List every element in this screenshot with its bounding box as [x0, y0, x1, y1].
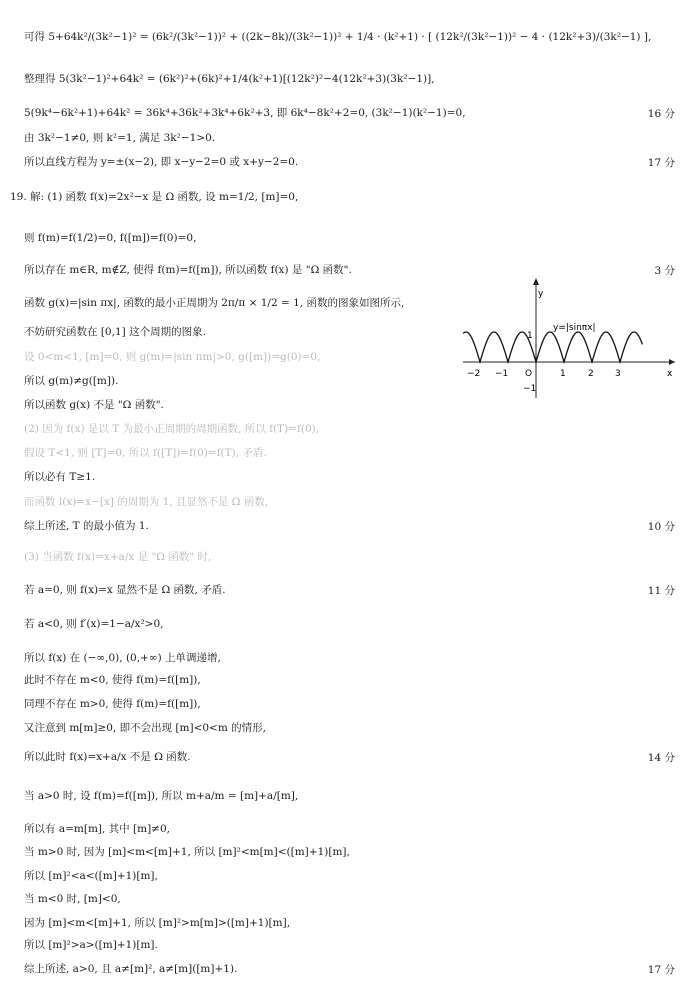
line-16: 所以必有 T≥1.: [24, 471, 96, 483]
line-9: 函数 g(x)=|sin πx|, 函数的最小正周期为 2π/π × 1/2 = 1, 函数的图象如图所示,: [24, 297, 405, 309]
line-2: 整理得 5(3k²−1)²+64k² = (6k²)²+(6k)²+1/4(k²+1)[(12k²)²−4(12k²+3)(3k²−1)],: [24, 73, 435, 85]
tick-2: 2: [588, 369, 594, 379]
line-28: 所以有 a=m[m], 其中 [m]≠0,: [24, 823, 170, 835]
score-3: 3 分: [654, 265, 675, 277]
line-30: 所以 [m]²<a<([m]+1)[m],: [24, 870, 158, 882]
line-13: 所以函数 g(x) 不是 "Ω 函数".: [24, 399, 164, 411]
line-12: 所以 g(m)≠g([m]).: [24, 375, 119, 387]
line-17: 而函数 l(x)=x−[x] 的周期为 1, 且显然不是 Ω 函数,: [24, 496, 269, 508]
line-7: 则 f(m)=f(1/2)=0, f([m])=f(0)=0,: [24, 232, 197, 244]
line-8: 所以存在 m∈R, m∉Z, 使得 f(m)=f([m]), 所以函数 f(x) 是 "Ω 函数".: [24, 264, 352, 276]
score-11: 11 分: [647, 585, 675, 597]
line-27: 当 a>0 时, 设 f(m)=f([m]), 所以 m+a/m = [m]+a/[m],: [24, 790, 299, 802]
line-14: (2) 因为 f(x) 是以 T 为最小正周期的周期函数, 所以 f(T)=f(0),: [24, 423, 320, 435]
line-19: (3) 当函数 f(x)=x+a/x 是 "Ω 函数" 时,: [24, 551, 212, 563]
line-25: 又注意到 m[m]≥0, 即不会出现 [m]<0<m 的情形,: [24, 722, 266, 734]
q19-heading: 19. 解: (1) 函数 f(x)=2x²−x 是 Ω 函数, 设 m=1/2, [m]=0,: [10, 191, 299, 203]
axis-label-y: y: [538, 289, 544, 299]
line-23: 此时不存在 m<0, 使得 f(m)=f([m]),: [24, 674, 201, 686]
axis-label-x: x: [667, 369, 673, 379]
line-21: 若 a<0, 则 f′(x)=1−a/x²>0,: [24, 618, 164, 630]
y-axis-arrow: [533, 278, 539, 285]
line-5: 所以直线方程为 y=±(x−2), 即 x−y−2=0 或 x+y−2=0.: [24, 156, 299, 168]
tick-origin: O: [525, 369, 533, 379]
line-22: 所以 f(x) 在 (−∞,0), (0,+∞) 上单调递增,: [24, 652, 221, 664]
tick-neg2: −2: [467, 369, 481, 379]
line-4: 由 3k²−1≠0, 则 k²=1, 满足 3k²−1>0.: [24, 132, 216, 144]
line-15: 假设 T<1, 则 [T]=0, 所以 f([T])=f(0)=f(T), 矛盾.: [24, 447, 267, 459]
score-16: 16 分: [647, 108, 675, 120]
tick-y1: 1: [527, 331, 533, 341]
line-24: 同理不存在 m>0, 使得 f(m)=f([m]),: [24, 698, 201, 710]
line-18: 综上所述, T 的最小值为 1.: [24, 520, 149, 532]
line-33: 所以 [m]²>a>([m]+1)[m].: [24, 939, 158, 951]
line-3: 5(9k⁴−6k²+1)+64k² = 36k⁴+36k²+3k⁴+6k²+3, 即 6k⁴−8k²+2=0, (3k²−1)(k²−1)=0,: [24, 107, 466, 119]
line-1: 可得 5+64k²/(3k²−1)² = (6k²/(3k²−1))² + ((2k−8k)/(3k²−1))² + 1/4 · (k²+1) · [ (12k²/(3k²−1))² − 4 · (12k²+3)/(3k²−1) ],: [24, 31, 652, 43]
tick-3: 3: [615, 369, 621, 379]
tick-yneg1: −1: [523, 384, 537, 394]
x-axis-arrow: [669, 359, 675, 365]
line-32: 因为 [m]<m<[m]+1, 所以 [m]²>m[m]>([m]+1)[m],: [24, 917, 291, 929]
score-17: 17 分: [647, 157, 675, 169]
line-20: 若 a=0, 则 f(x)=x 显然不是 Ω 函数, 矛盾.: [24, 584, 226, 596]
tick-neg1: −1: [495, 369, 509, 379]
curve-label: y=|sinπx|: [553, 323, 596, 333]
curve: [463, 332, 642, 362]
sine-abs-graph: [455, 270, 680, 410]
line-10: 不妨研究函数在 [0,1] 这个周期的图象.: [24, 326, 206, 338]
score-14: 14 分: [647, 752, 675, 764]
line-26: 所以此时 f(x)=x+a/x 不是 Ω 函数.: [24, 751, 191, 763]
line-29: 当 m>0 时, 因为 [m]<m<[m]+1, 所以 [m]²<m[m]<([m]+1)[m],: [24, 846, 350, 858]
tick-1: 1: [560, 369, 566, 379]
line-11: 设 0<m<1, [m]=0, 则 g(m)=|sin πm|>0, g([m])=g(0)=0,: [24, 351, 321, 363]
score-10: 10 分: [647, 521, 675, 533]
line-34: 综上所述, a>0, 且 a≠[m]², a≠[m]([m]+1).: [24, 963, 238, 975]
score-17b: 17 分: [647, 964, 675, 976]
line-31: 当 m<0 时, [m]<0,: [24, 893, 121, 905]
